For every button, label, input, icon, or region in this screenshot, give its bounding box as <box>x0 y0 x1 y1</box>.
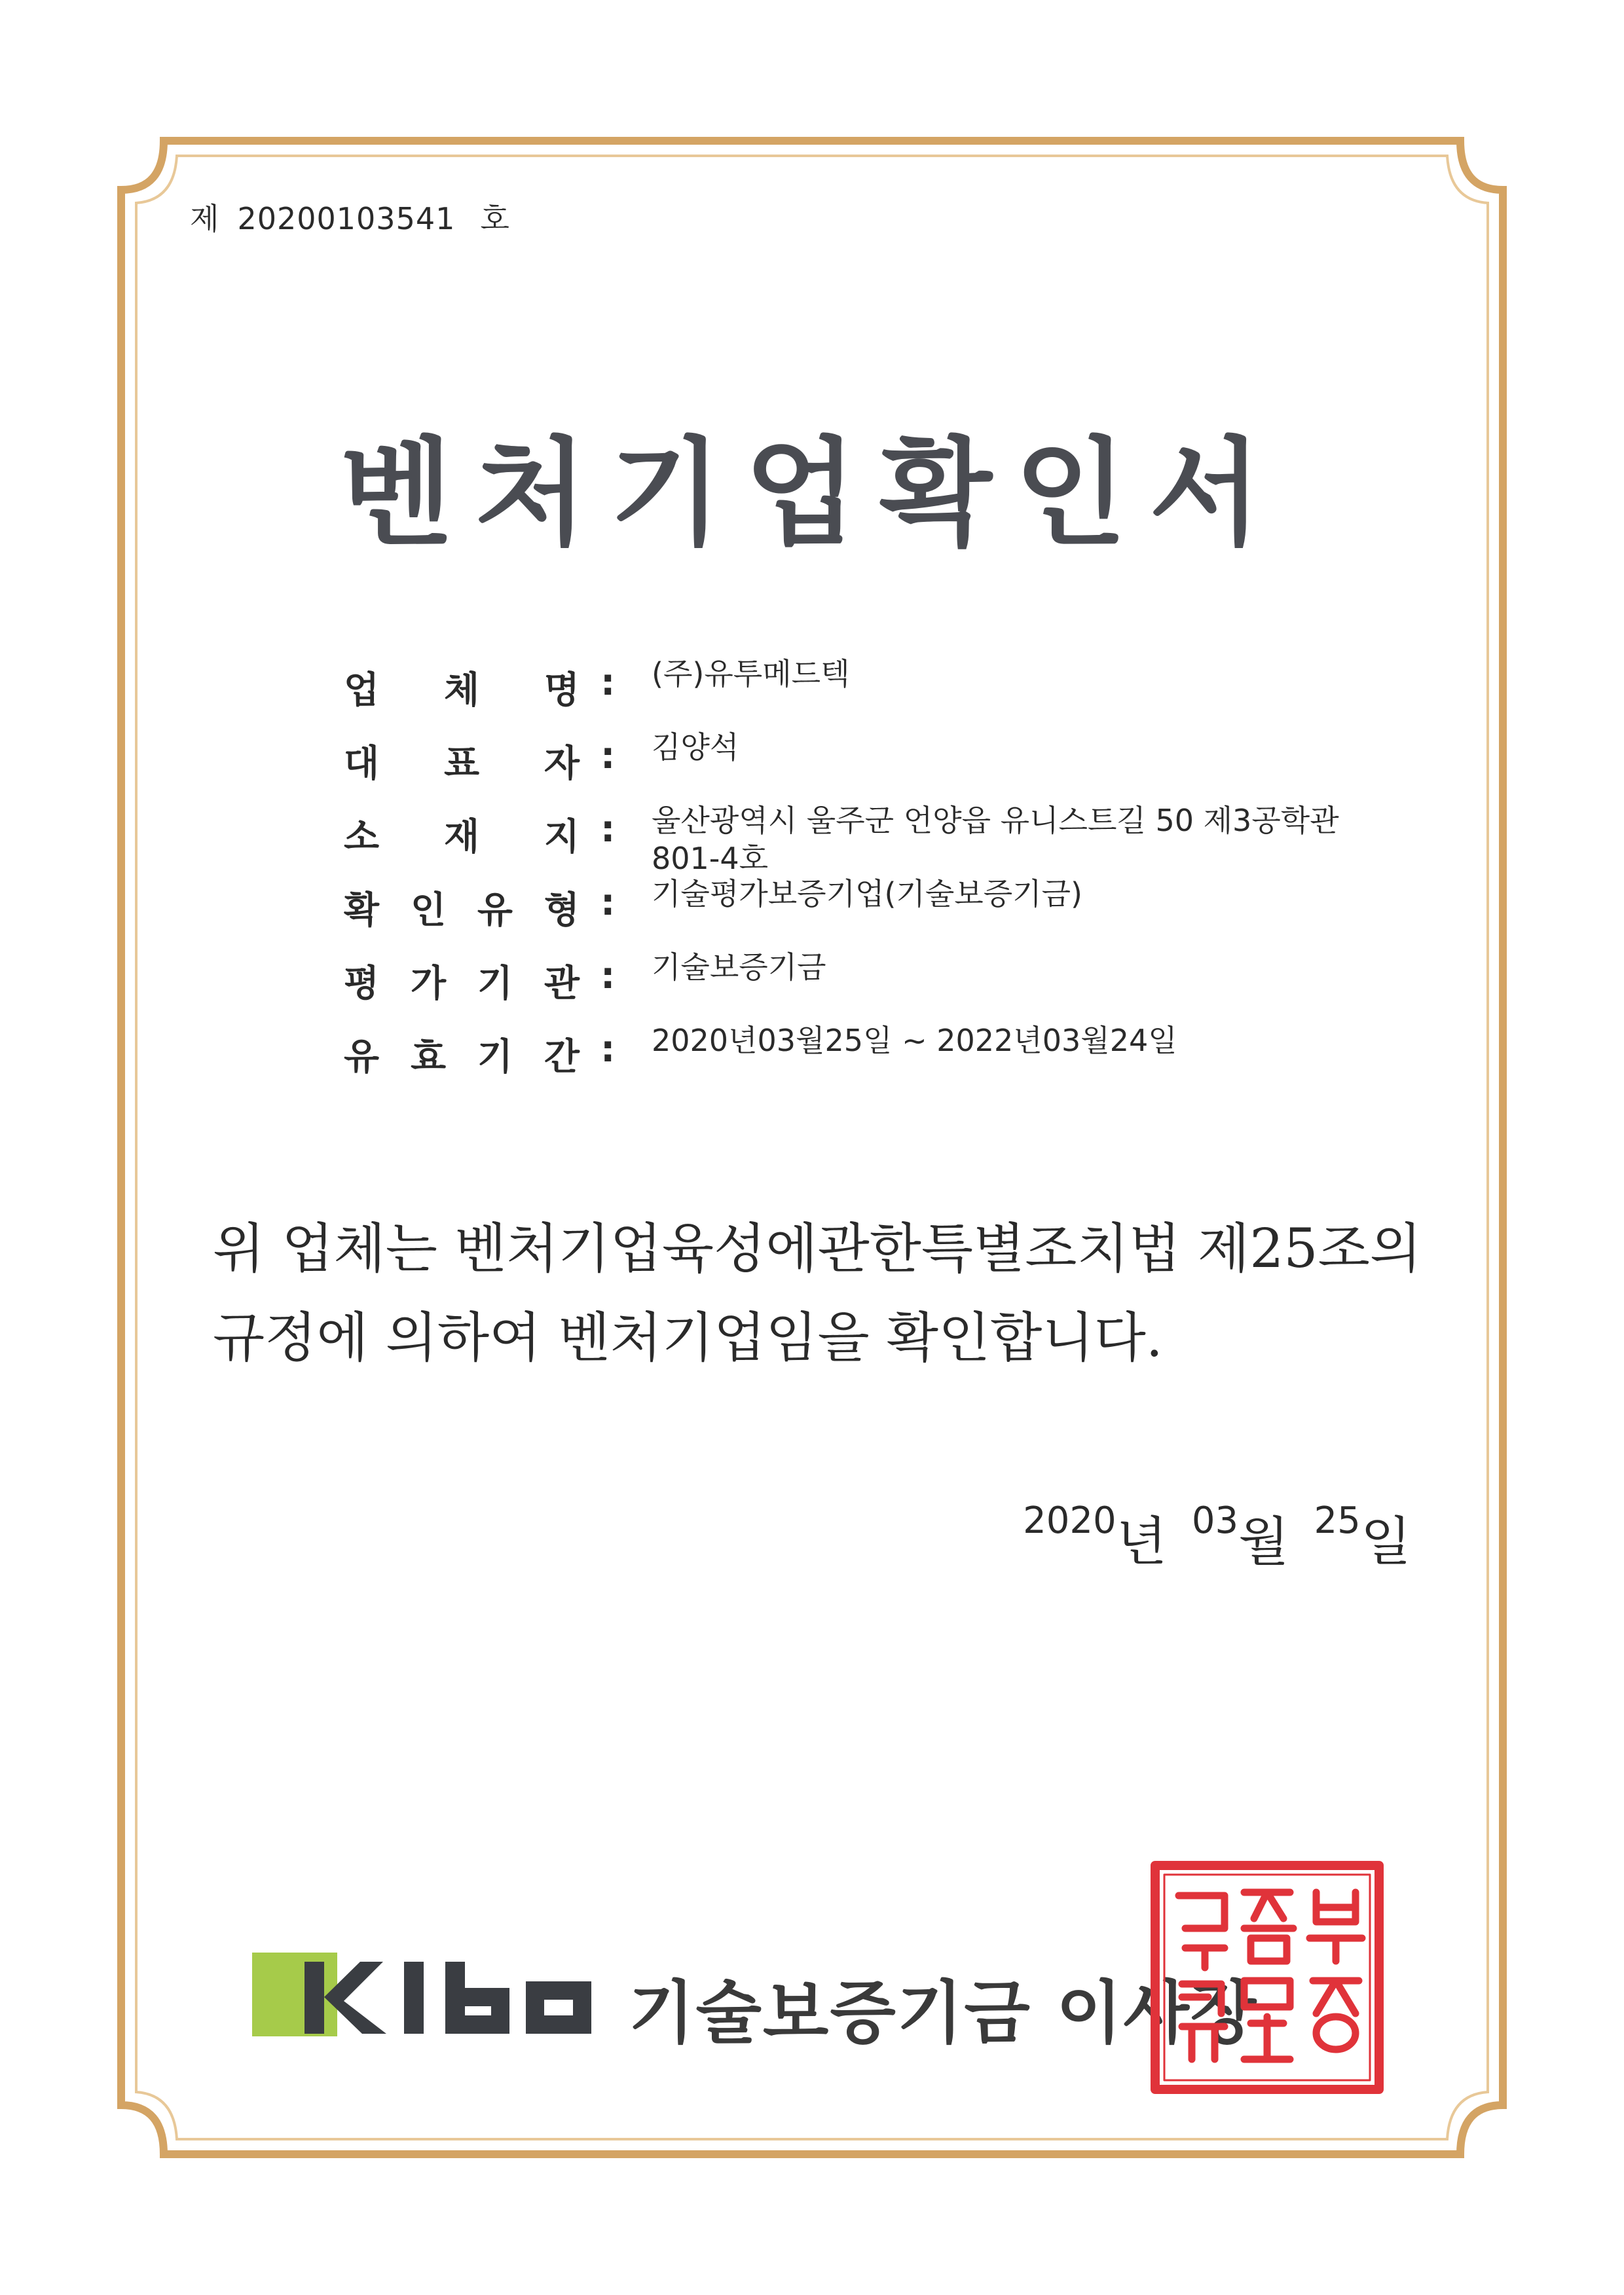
info-row-address <box>344 801 1457 875</box>
info-label: 소 재 지 <box>344 816 580 858</box>
info-row-company-name <box>344 655 1457 728</box>
issue-month: 03 <box>1191 1499 1239 1542</box>
official-seal <box>1146 1856 1388 2099</box>
certificate-number-value: 20200103541 <box>237 201 456 236</box>
info-label: 평 가 기 관 <box>344 963 580 1005</box>
issue-month-unit: 월 <box>1238 1511 1289 1572</box>
info-value-confirmation-type: 기술평가보증기업(기술보증기금) <box>652 876 1082 911</box>
certificate-number-prefix: 제 <box>190 201 219 236</box>
info-label: 업 체 명 <box>344 669 580 712</box>
info-row-confirmation-type <box>344 875 1457 948</box>
kibo-logo <box>252 1950 593 2042</box>
info-value-address: 울산광역시 울주군 언양읍 유니스트길 50 제3공학관 801-4호 <box>652 803 1339 876</box>
info-value-company-name: (주)유투메드텍 <box>652 656 850 691</box>
issuer-name: 기술보증기금 이사장 <box>629 1973 1258 2053</box>
document-title: 벤처기업확인서 <box>340 424 1284 561</box>
info-row-representative <box>344 728 1457 801</box>
info-colon: : <box>600 808 616 851</box>
issue-date <box>1023 1499 1411 1575</box>
company-info <box>344 655 1457 1095</box>
certificate-number <box>190 195 509 238</box>
statement-line-2: 규정에 의하여 벤처기업임을 확인합니다. <box>213 1307 1163 1369</box>
info-colon: : <box>600 955 616 997</box>
info-value-evaluation-agency: 기술보증기금 <box>652 949 826 985</box>
info-label: 유 효 기 간 <box>344 1036 580 1078</box>
issue-year: 2020 <box>1023 1499 1116 1542</box>
info-value-representative: 김양석 <box>652 729 739 765</box>
certificate-number-suffix: 호 <box>480 201 509 236</box>
info-row-evaluation-agency <box>344 948 1457 1021</box>
statement-line-1: 위 업체는 벤처기업육성에관한특별조치법 제25조의 <box>213 1218 1422 1280</box>
info-row-validity-period <box>344 1021 1457 1095</box>
info-colon: : <box>600 661 616 704</box>
issue-day: 25 <box>1314 1499 1361 1542</box>
issue-year-unit: 년 <box>1116 1511 1167 1572</box>
issue-day-unit: 일 <box>1360 1511 1411 1572</box>
info-colon: : <box>600 881 616 924</box>
confirmation-statement <box>213 1205 1431 1383</box>
info-colon: : <box>600 735 616 777</box>
info-value-validity-period: 2020년03월25일 ~ 2022년03월24일 <box>652 1023 1177 1058</box>
info-colon: : <box>600 1028 616 1071</box>
info-label: 대 표 자 <box>344 743 580 785</box>
info-label: 확 인 유 형 <box>344 889 580 932</box>
